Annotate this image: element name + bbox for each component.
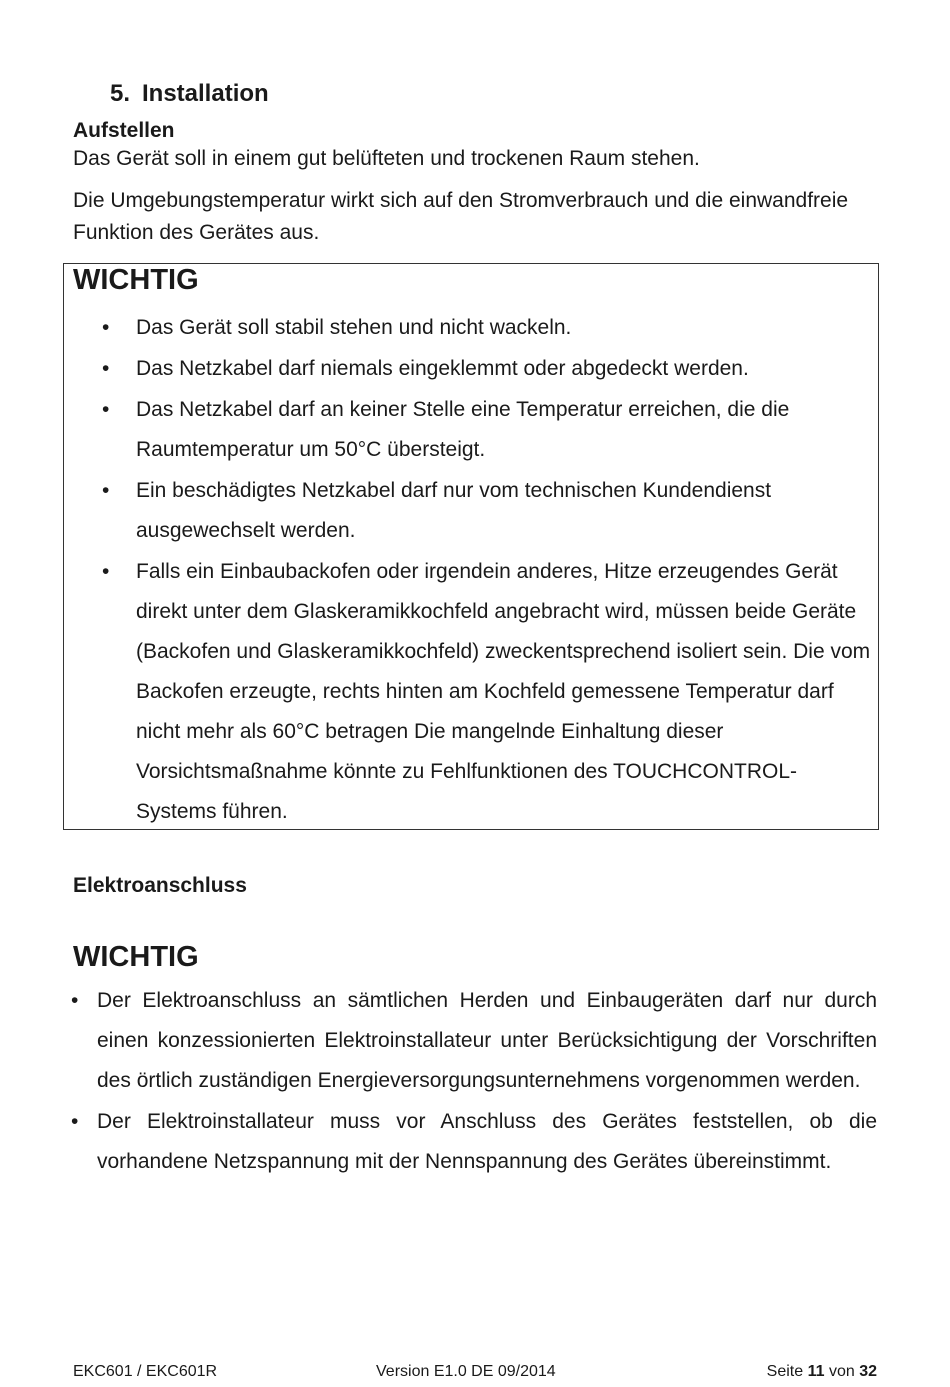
bullet-icon: • bbox=[102, 316, 110, 339]
aufstellen-paragraph-2: Die Umgebungstemperatur wirkt sich auf den Stromverbrauch und die einwandfreie Funktion des Gerätes aus. bbox=[73, 189, 849, 244]
list-item-text: Das Netzkabel darf niemals eingeklemmt oder abgedeckt werden. bbox=[136, 357, 749, 380]
list-item-text: Falls ein Einbaubackofen oder irgendein anderes, Hitze erzeugendes Gerät direkt unter dem Glaskeramikkochfeld angebracht wird, müssen beide Geräte (Backofen und Glaskeramikkochfeld) zweckentsprechend isoliert sein. Die vom Backofen erzeugte, rechts hinten am Kochfeld gemessene Temperatur darf nicht mehr als 60°C betragen Die mangelnde Einhaltung dieser Vorsichtsmaßnahme könnte zu Fehlfunktionen des TOUCHCONTROL-Systems führen. bbox=[136, 560, 871, 823]
elektro-list bbox=[71, 981, 877, 1183]
warning-box-list bbox=[102, 308, 876, 833]
section-title: Installation bbox=[142, 80, 269, 107]
bullet-icon: • bbox=[102, 479, 110, 502]
page-separator: von bbox=[828, 1363, 855, 1380]
warning-box-heading: WICHTIG bbox=[73, 264, 199, 296]
list-item-text: Das Gerät soll stabil stehen und nicht wackeln. bbox=[136, 316, 572, 339]
section-heading bbox=[110, 80, 269, 108]
elektro-heading: Elektroanschluss bbox=[73, 874, 247, 897]
list-item bbox=[71, 1102, 877, 1182]
bullet-icon: • bbox=[71, 1110, 79, 1133]
list-item-text: Der Elektroinstallateur muss vor Anschluss des Gerätes feststellen, ob die vorhandene Netzspannung mit der Nennspannung des Gerätes übereinstimmt. bbox=[97, 1110, 877, 1173]
list-item bbox=[102, 308, 876, 348]
footer-model: EKC601 / EKC601R bbox=[73, 1363, 218, 1380]
bullet-icon: • bbox=[102, 398, 110, 421]
list-item bbox=[102, 471, 876, 551]
page-prefix: Seite bbox=[766, 1363, 804, 1380]
bullet-icon: • bbox=[102, 357, 110, 380]
section-number: 5. bbox=[110, 80, 131, 107]
bullet-icon: • bbox=[102, 560, 110, 583]
bullet-icon: • bbox=[71, 989, 79, 1012]
footer-version: Version E1.0 DE 09/2014 bbox=[376, 1363, 556, 1380]
list-item bbox=[102, 552, 876, 832]
warning-box bbox=[63, 263, 879, 830]
list-item-text: Der Elektroanschluss an sämtlichen Herden und Einbaugeräten darf nur durch einen konzessionierten Elektroinstallateur unter Berücksichtigung der Vorschriften des örtlich zuständigen Energieversorgungsunternehmens vorgenommen werden. bbox=[97, 989, 877, 1092]
list-item-text: Das Netzkabel darf an keiner Stelle eine Temperatur erreichen, die die Raumtemperatur um 50°C übersteigt. bbox=[136, 398, 790, 461]
list-item bbox=[102, 390, 876, 470]
page-total: 32 bbox=[859, 1363, 877, 1380]
footer-page-number bbox=[767, 1363, 877, 1381]
list-item bbox=[102, 349, 876, 389]
aufstellen-paragraph-1: Das Gerät soll in einem gut belüfteten und trockenen Raum stehen. bbox=[73, 147, 700, 170]
aufstellen-heading: Aufstellen bbox=[73, 119, 175, 142]
elektro-warning-heading: WICHTIG bbox=[73, 941, 199, 973]
list-item-text: Ein beschädigtes Netzkabel darf nur vom technischen Kundendienst ausgewechselt werden. bbox=[136, 479, 772, 542]
page-current: 11 bbox=[807, 1363, 825, 1380]
list-item bbox=[71, 981, 877, 1101]
